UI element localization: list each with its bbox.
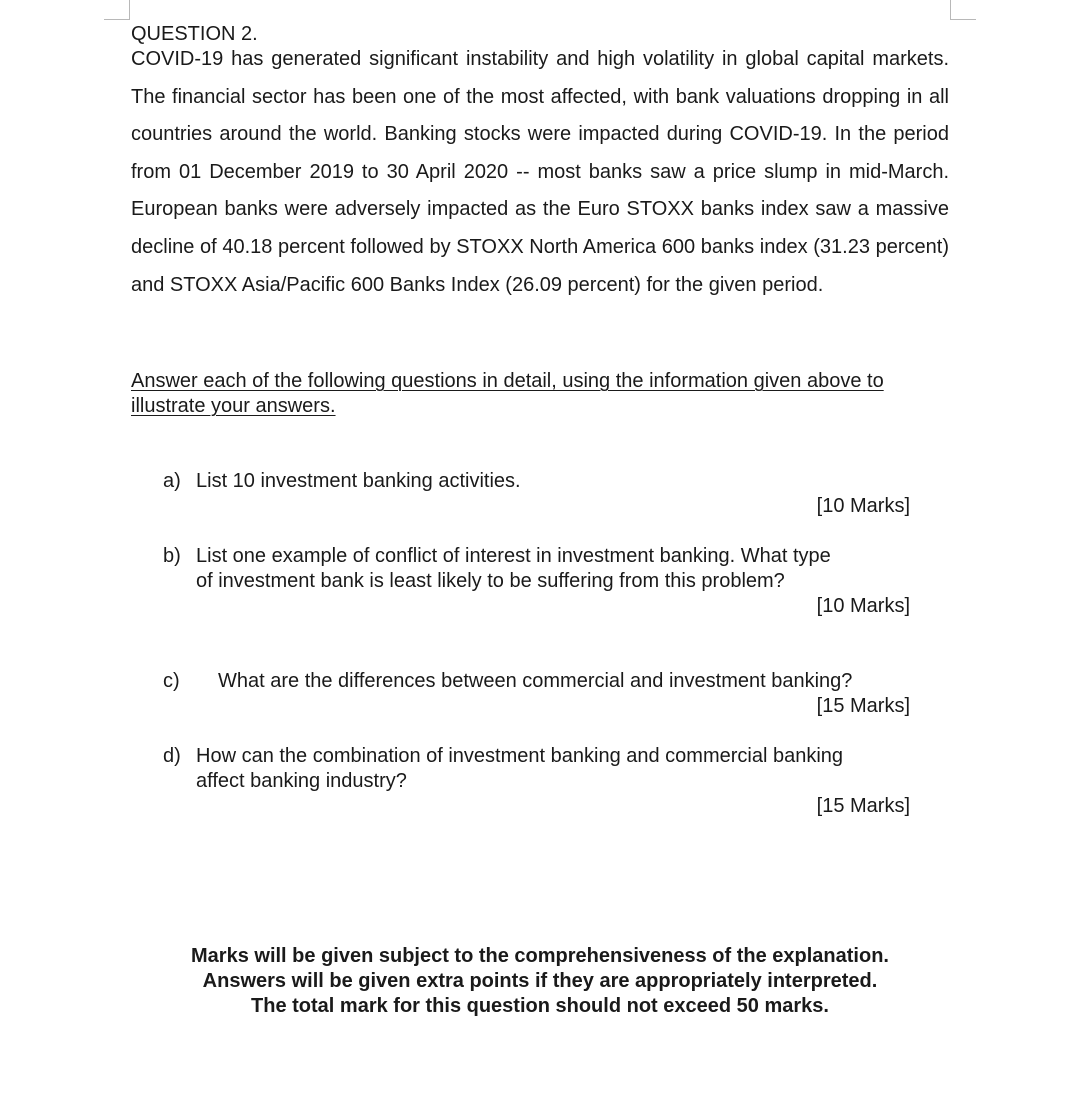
part-c-letter: c) <box>163 670 180 692</box>
part-b-text-line1: List one example of conflict of interest in investment banking. What type <box>196 545 831 567</box>
question-intro-paragraph: COVID-19 has generated significant instability and high volatility in global capital markets. The financial sector has been one of the most affected, with bank valuations dropping in all countries around the world. Banking stocks were impacted during COVID-19. In the period from 01 December 2019 to 30 April 2020 -- most banks saw a price slump in mid-March. European banks were adversely impacted as the Euro STOXX banks index saw a massive decline of 40.18 percent followed by STOXX North America 600 banks index (31.23 percent) and STOXX Asia/Pacific 600 Banks Index (26.09 percent) for the given period. <box>131 48 949 296</box>
part-b <box>163 544 923 594</box>
part-b-text-line2: of investment bank is least likely to be suffering from this problem? <box>196 570 785 592</box>
question-title: QUESTION 2. <box>131 23 258 45</box>
marking-note-line2: Answers will be given extra points if they are appropriately interpreted. <box>202 970 878 992</box>
page-corner-mark-right <box>950 0 976 20</box>
part-d-text-line1: How can the combination of investment banking and commercial banking <box>196 745 844 767</box>
part-b-letter: b) <box>163 545 181 567</box>
part-d <box>163 744 923 794</box>
part-c <box>163 669 923 694</box>
part-a-text: List 10 investment banking activities. <box>196 470 521 492</box>
part-c-marks: [15 Marks] <box>816 695 910 717</box>
marking-note <box>0 944 1080 1019</box>
part-a <box>163 469 923 494</box>
part-a-marks: [10 Marks] <box>816 495 910 517</box>
part-d-text-line2: affect banking industry? <box>196 770 407 792</box>
part-c-text: What are the differences between commercial and investment banking? <box>218 670 853 692</box>
part-d-marks: [15 Marks] <box>816 795 910 817</box>
marking-note-line3: The total mark for this question should not exceed 50 marks. <box>251 995 829 1017</box>
part-d-letter: d) <box>163 745 181 767</box>
page-corner-mark-left <box>104 0 130 20</box>
part-b-marks: [10 Marks] <box>816 595 910 617</box>
part-a-letter: a) <box>163 470 181 492</box>
marking-note-line1: Marks will be given subject to the comprehensiveness of the explanation. <box>191 945 889 967</box>
answer-instruction: Answer each of the following questions in detail, using the information given above to illustrate your answers. <box>131 370 884 417</box>
